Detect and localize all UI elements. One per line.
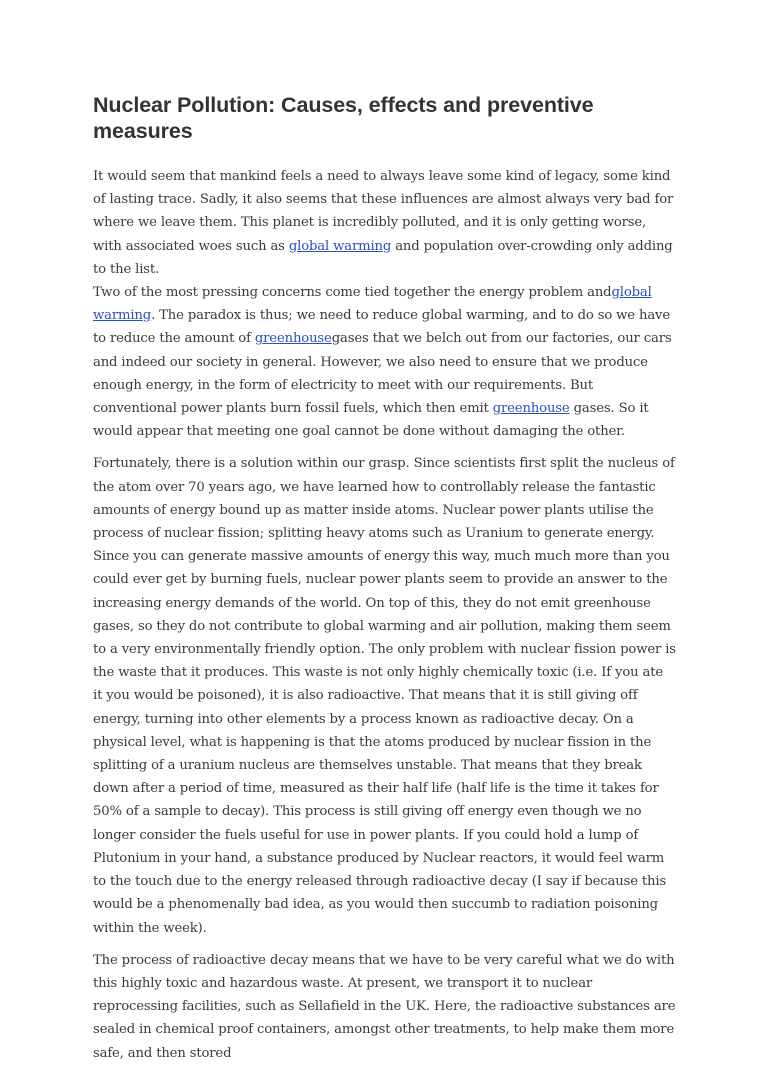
link-global-warming-1[interactable]: global warming bbox=[288, 238, 392, 254]
paragraph-2: Fortunately, there is a solution within our grasp. Since scientists first split the nucleus of the atom over 70 years ago, we have learned how to controllably release the fantastic amounts of energy bound up as matter inside atoms. Nuclear power plants utilise the process of nuclear fission; splitting heavy atoms such as Uranium to generate energy. Since you can generate massive amounts of energy this way, much much more than you could ever get by burning fuels, nuclear power plants seem to provide an answer to the increasing energy demands of the world. On top of this, they do not emit greenhouse gases, so they do not contribute to global warming and air pollution, making them seem to a very environmentally friendly option. The only problem with nuclear fission power is the waste that it produces. This waste is not only highly chemically toxic (i.e. If you ate it you would be poisoned), it is also radioactive. That means that it is still giving off energy, turning into other elements by a process known as radioactive decay. On a physical level, what is happening is that the atoms produced by nuclear fission in the splitting of a uranium nucleus are themselves unstable. That means that they break down after a period of time, measured as their half life (half life is the time it takes for 50% of a sample to decay). This process is still giving off energy even though we no longer consider the fuels useful for use in power plants. If you could hold a lump of Plutonium in your hand, a substance produced by Nuclear reactors, it would feel warm to the touch due to the energy released through radioactive decay (I say if because this would be a phenomenally bad idea, as you would then succumb to radiation poisoning within the week). bbox=[93, 456, 676, 936]
article bbox=[93, 92, 676, 1074]
paragraph-1-text-a: It would seem that mankind feels a need to always leave some kind of legacy, some kind of lasting trace. Sadly, it also seems that these influences are almost always very bad for where we leave them. This planet is incredibly polluted, and it is only getting worse, with associated woes such as bbox=[93, 169, 674, 254]
paragraph-3: The process of radioactive decay means that we have to be very careful what we do with this highly toxic and hazardous waste. At present, we transport it to nuclear reprocessing facilities, such as Sellafield in the UK. Here, the radioactive substances are sealed in chemical proof containers, amongst other treatments, to help make them more safe, and then stored bbox=[93, 952, 676, 1061]
article-title: Nuclear Pollution: Causes, effects and preventive measures bbox=[93, 93, 594, 143]
link-global-warming-2[interactable]: global warming bbox=[93, 285, 652, 324]
paragraph-1-text-c: Two of the most pressing concerns come tied together the energy problem and bbox=[93, 285, 612, 301]
link-greenhouse-1[interactable]: greenhouse bbox=[254, 331, 332, 347]
paragraph-1 bbox=[93, 165, 676, 443]
paragraph-1-text-f: gases. So it would appear that meeting one goal cannot be done without damaging the other. bbox=[93, 401, 649, 440]
paragraph-1-text-d: . The paradox is thus; we need to reduce global warming, and to do so we have to reduce the amount of bbox=[93, 308, 671, 347]
link-greenhouse-2[interactable]: greenhouse bbox=[492, 401, 570, 417]
paragraph-1-text-e: gases that we belch out from our factories, our cars and indeed our society in general. However, we also need to ensure that we produce enough energy, in the form of electricity to meet with our requirements. But conventional power plants burn fossil fuels, which then emit bbox=[93, 331, 672, 417]
paragraph-1-text-b: and population over-crowding only adding to the list. bbox=[93, 238, 673, 277]
